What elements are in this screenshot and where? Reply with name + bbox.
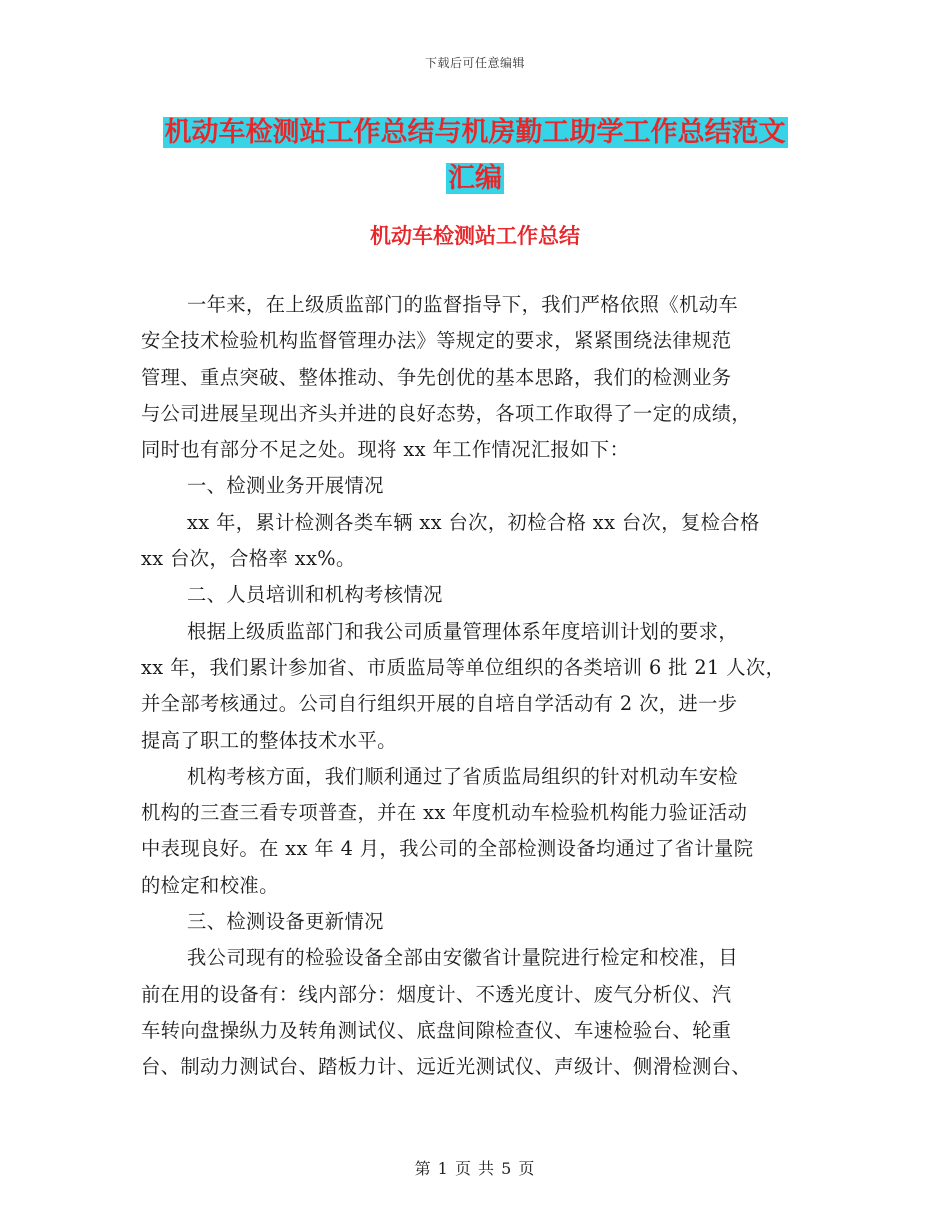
text-line: 机构考核方面，我们顺利通过了省质监局组织的针对机动车安检 <box>187 764 739 788</box>
text-line: 机构的三查三看专项普查，并在 xx 年度机动车检验机构能力验证活动 <box>141 801 748 825</box>
text-line: 提高了职工的整体技术水平。 <box>141 728 397 752</box>
text-line: 安全技术检验机构监督管理办法》等规定的要求，紧紧围绕法律规范 <box>141 329 732 353</box>
text-line: 一年来，在上级质监部门的监督指导下，我们严格依照《机动车 <box>187 293 739 316</box>
section-title: 机动车检测站工作总结 <box>370 224 580 248</box>
text-line: 中表现良好。在 xx 年 4 月，我公司的全部检测设备均通过了省计量院 <box>141 837 754 861</box>
heading-line: 三、检测设备更新情况 <box>187 910 384 934</box>
document-title-line-2: 汇编 <box>448 163 502 194</box>
document-title-line-1: 机动车检测站工作总结与机房勤工助学工作总结范文 <box>164 117 786 148</box>
text-line: xx 年，我们累计参加省、市质监局等单位组织的各类培训 6 批 21 人次， <box>141 655 786 679</box>
header-note: 下载后可任意编辑 <box>424 56 525 70</box>
text-line: 管理、重点突破、整体推动、争先创优的基本思路，我们的检测业务 <box>141 365 732 389</box>
heading-line: 二、人员培训和机构考核情况 <box>187 583 443 607</box>
page-footer: 第 1 页 共 5 页 <box>414 1159 536 1178</box>
text-line: 根据上级质监部门和我公司质量管理体系年度培训计划的要求， <box>187 619 739 643</box>
text-line: 与公司进展呈现出齐头并进的良好态势，各项工作取得了一定的成绩， <box>141 401 752 425</box>
text-line: 我公司现有的检验设备全部由安徽省计量院进行检定和校准，目 <box>187 946 739 970</box>
text-line: 同时也有部分不足之处。现将 xx 年工作情况汇报如下： <box>141 438 630 462</box>
text-line: xx 年，累计检测各类车辆 xx 台次，初检合格 xx 台次，复检合格 <box>187 510 760 534</box>
text-line: 台、制动力测试台、踏板力计、远近光测试仪、声级计、侧滑检测台、 <box>141 1055 752 1079</box>
text-line: 前在用的设备有：线内部分：烟度计、不透光度计、废气分析仪、汽 <box>141 982 732 1006</box>
text-line: 并全部考核通过。公司自行组织开展的自培自学活动有 2 次，进一步 <box>141 692 738 716</box>
document-title <box>140 110 810 202</box>
body-text <box>141 287 811 1086</box>
text-line: 的检定和校准。 <box>141 873 279 897</box>
heading-line: 一、检测业务开展情况 <box>187 474 384 498</box>
text-line: 车转向盘操纵力及转角测试仪、底盘间隙检查仪、车速检验台、轮重 <box>141 1018 732 1042</box>
text-line: xx 台次，合格率 xx%。 <box>141 547 356 571</box>
